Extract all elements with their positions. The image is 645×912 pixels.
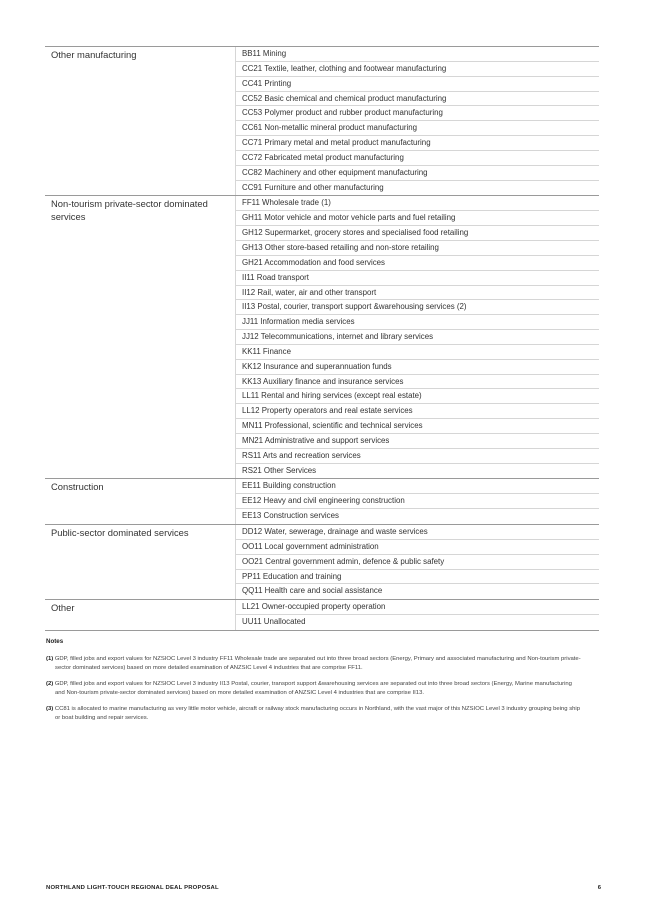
group-items (235, 479, 599, 524)
group-items (235, 196, 599, 478)
table-row: EE11 Building construction (236, 479, 599, 494)
table-row: CC91 Furniture and other manufacturing (242, 182, 384, 192)
note (46, 705, 582, 723)
table-row: UU11 Unallocated (242, 617, 306, 627)
table-row: JJ11 Information media services (236, 315, 599, 330)
table-row: QQ11 Health care and social assistance (242, 586, 383, 596)
table-row: BB11 Mining (236, 47, 599, 62)
note (46, 655, 582, 673)
table-row: JJ12 Telecommunications, internet and library services (236, 330, 599, 345)
table-row: FF11 Wholesale trade (1) (236, 196, 599, 211)
table-row: CC53 Polymer product and rubber product manufacturing (236, 106, 599, 121)
note (46, 680, 582, 698)
note-number: (2) (46, 681, 54, 687)
table-row: EE13 Construction services (242, 511, 339, 521)
table-row: GH12 Supermarket, grocery stores and specialised food retailing (236, 226, 599, 241)
table-row: LL21 Owner-occupied property operation (236, 600, 599, 615)
table-group (45, 600, 599, 631)
industry-table (45, 46, 599, 631)
table-row: RS11 Arts and recreation services (236, 449, 599, 464)
table-row: OO21 Central government admin, defence & public safety (236, 555, 599, 570)
table-row: GH13 Other store-based retailing and non-store retailing (236, 241, 599, 256)
table-row: KK12 Insurance and superannuation funds (236, 360, 599, 375)
group-name: Other (51, 602, 75, 614)
table-row: CC61 Non-metallic mineral product manufacturing (236, 121, 599, 136)
table-row: II12 Rail, water, air and other transport (236, 286, 599, 301)
page-number: 6 (597, 885, 601, 891)
group-name: Public-sector dominated services (51, 527, 189, 538)
table-row: CC21 Textile, leather, clothing and footwear manufacturing (236, 62, 599, 77)
table-row: KK11 Finance (236, 345, 599, 360)
table-group (45, 196, 599, 479)
table-group (45, 525, 599, 600)
group-name: Non-tourism private-sector dominated services (51, 198, 208, 222)
notes-section (46, 638, 582, 730)
table-row: LL12 Property operators and real estate services (236, 404, 599, 419)
table-row: OO11 Local government administration (236, 540, 599, 555)
table-row: MN21 Administrative and support services (236, 434, 599, 449)
table-row: LL11 Rental and hiring services (except real estate) (236, 389, 599, 404)
group-items (235, 525, 599, 599)
group-items (235, 47, 599, 195)
table-row: KK13 Auxiliary finance and insurance services (236, 375, 599, 390)
table-row: EE12 Heavy and civil engineering construction (236, 494, 599, 509)
note-text: GDP, filled jobs and export values for NZSIOC Level 3 industry FF11 Wholesale trade are separated out into three broad sectors (Energy, Primary and associated manufacturing and Non-tourism private-sector dominated services) based on more detailed examination of ANZSIC Level 4 industries that are comprise FF11. (54, 656, 581, 671)
table-row: PP11 Education and training (236, 570, 599, 585)
table-row: GH21 Accommodation and food services (236, 256, 599, 271)
table-row: II11 Road transport (236, 271, 599, 286)
table-row: II13 Postal, courier, transport support &warehousing services (2) (236, 300, 599, 315)
note-text: GDP, filled jobs and export values for NZSIOC Level 3 industry II13 Postal, courier, transport support &warehousing services are separated out into three broad sectors (Energy, Marine manufacturing and Non-tourism private-sector dominated services) based on more detailed examination of ANZSIC Level 4 industries that are comprise II13. (54, 681, 572, 696)
notes-title: Notes (46, 638, 64, 645)
table-row: CC41 Printing (236, 77, 599, 92)
table-row: MN11 Professional, scientific and technical services (236, 419, 599, 434)
group-name: Other manufacturing (51, 49, 137, 60)
note-number: (1) (46, 656, 54, 662)
group-items (235, 600, 599, 630)
table-row: RS21 Other Services (242, 465, 317, 475)
table-group (45, 47, 599, 196)
table-row: GH11 Motor vehicle and motor vehicle parts and fuel retailing (236, 211, 599, 226)
table-row: CC72 Fabricated metal product manufacturing (236, 151, 599, 166)
note-number: (3) (46, 706, 54, 712)
table-row: DD12 Water, sewerage, drainage and waste services (236, 525, 599, 540)
note-text: CC81 is allocated to marine manufacturing as very little motor vehicle, aircraft or railway stock manufacturing occurs in Northland, with the vast major of this NZSIOC Level 3 industry grouping being ship or boat building and repair services. (54, 706, 580, 721)
footer-title: NORTHLAND LIGHT-TOUCH REGIONAL DEAL PROPOSAL (46, 885, 219, 891)
table-group (45, 479, 599, 525)
group-name: Construction (51, 481, 104, 493)
table-row: CC71 Primary metal and metal product manufacturing (236, 136, 599, 151)
table-row: CC52 Basic chemical and chemical product manufacturing (236, 92, 599, 107)
table-row: CC82 Machinery and other equipment manufacturing (236, 166, 599, 181)
